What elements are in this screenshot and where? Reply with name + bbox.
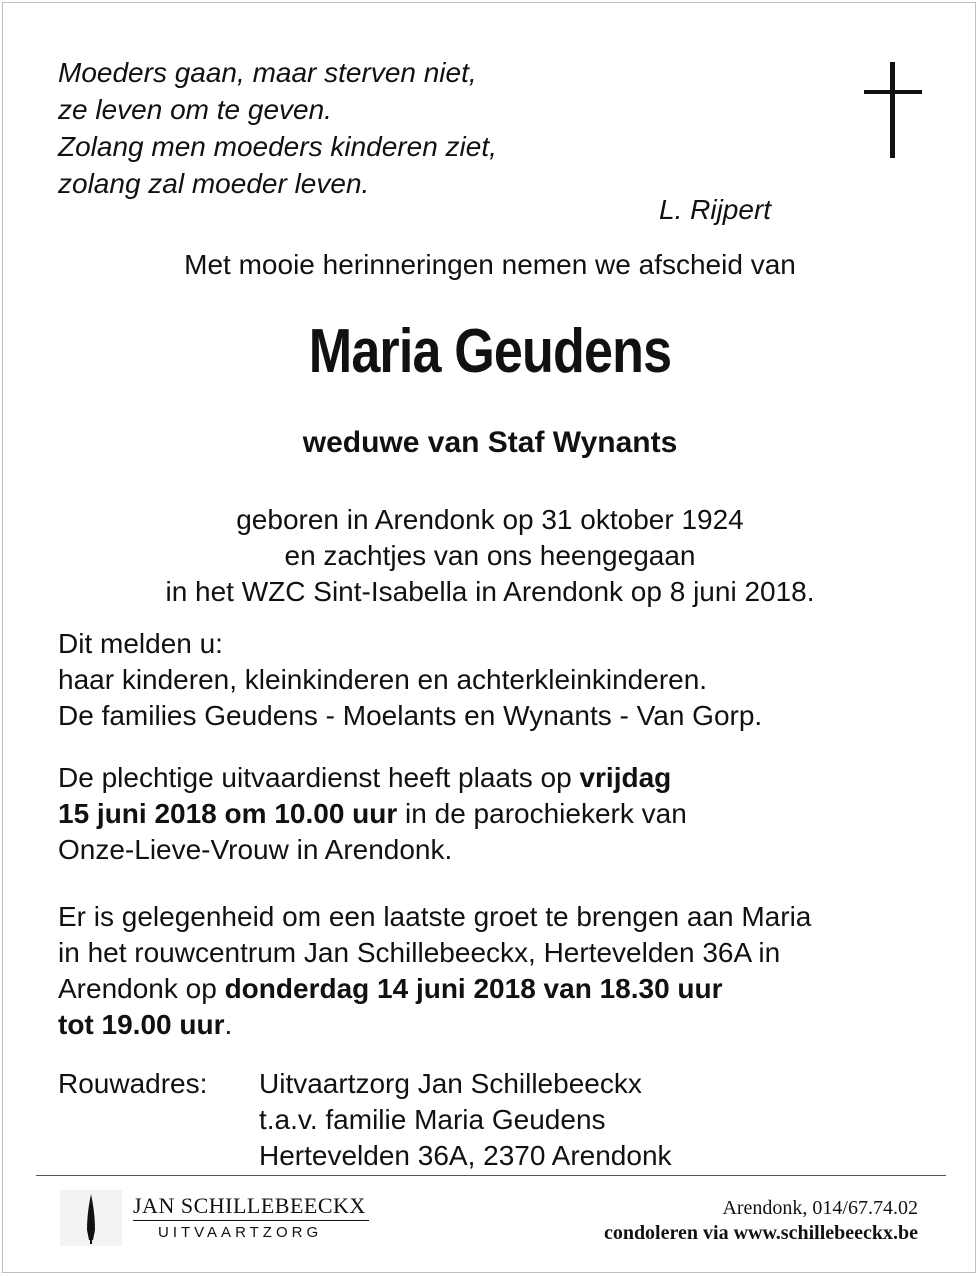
intro-text: Met mooie herinneringen nemen we afscheid van — [184, 249, 796, 280]
poem-line: Moeders gaan, maar sterven niet, — [58, 57, 477, 88]
birth-death-block — [0, 502, 980, 610]
service-text: in de parochiekerk van — [397, 798, 687, 829]
poem-line: ze leven om te geven. — [58, 94, 332, 125]
service-line — [58, 796, 687, 832]
announcement-block — [58, 626, 762, 734]
poem-line: Zolang men moeders kinderen ziet, — [58, 131, 497, 162]
visitation-text: Arendonk op — [58, 973, 225, 1004]
poem-author: L. Rijpert — [659, 194, 772, 225]
spouse-line: weduwe van Staf Wynants — [302, 426, 678, 459]
passing-place-line: in het WZC Sint-Isabella in Arendonk op 8 juni 2018. — [165, 576, 815, 607]
service-line — [58, 760, 687, 796]
visitation-line: Er is gelegenheid om een laatste groet te brengen aan Maria — [58, 901, 812, 932]
service-day: vrijdag — [579, 762, 672, 793]
logo-rule — [133, 1220, 369, 1221]
announcement-line: Dit melden u: — [58, 628, 223, 659]
visitation-date-time: donderdag 14 juni 2018 van 18.30 uur — [224, 973, 723, 1004]
service-text: De plechtige uitvaardienst heeft plaats op — [58, 762, 580, 793]
contact-phone: Arendonk, 014/67.74.02 — [722, 1197, 918, 1219]
address-line: t.a.v. familie Maria Geudens — [259, 1104, 606, 1135]
service-line: Onze-Lieve-Vrouw in Arendonk. — [58, 834, 453, 865]
poem-line: zolang zal moeder leven. — [58, 168, 370, 199]
condolence-link[interactable]: condoleren via www.schillebeeckx.be — [603, 1222, 918, 1244]
announcement-line: De families Geudens - Moelants en Wynants - Van Gorp. — [58, 700, 763, 731]
mourning-address-lines — [259, 1066, 672, 1174]
service-date-time: 15 juni 2018 om 10.00 uur — [58, 798, 398, 829]
visitation-line — [58, 1007, 811, 1043]
mourning-address-label: Rouwadres: — [58, 1068, 208, 1099]
logo-subtitle: UITVAARTZORG — [158, 1224, 323, 1241]
visitation-line — [58, 971, 811, 1007]
passing-line: en zachtjes van ons heengegaan — [284, 540, 696, 571]
announcement-line: haar kinderen, kleinkinderen en achterkleinkinderen. — [58, 664, 708, 695]
logo-name: JAN SCHILLEBEECKX — [133, 1193, 366, 1218]
visitation-line: in het rouwcentrum Jan Schillebeeckx, Hertevelden 36A in — [58, 937, 781, 968]
service-block — [58, 760, 687, 868]
address-line: Hertevelden 36A, 2370 Arendonk — [259, 1140, 672, 1171]
footer-divider — [36, 1175, 946, 1176]
poem — [58, 54, 497, 202]
cypress-tree-icon — [60, 1190, 122, 1246]
birth-line: geboren in Arendonk op 31 oktober 1924 — [236, 504, 744, 535]
cross-icon — [864, 62, 922, 158]
visitation-end-time: tot 19.00 uur — [58, 1009, 225, 1040]
deceased-name: Maria Geudens — [308, 317, 672, 386]
visitation-period: . — [224, 1009, 233, 1040]
visitation-block — [58, 899, 811, 1043]
address-line: Uitvaartzorg Jan Schillebeeckx — [259, 1068, 642, 1099]
